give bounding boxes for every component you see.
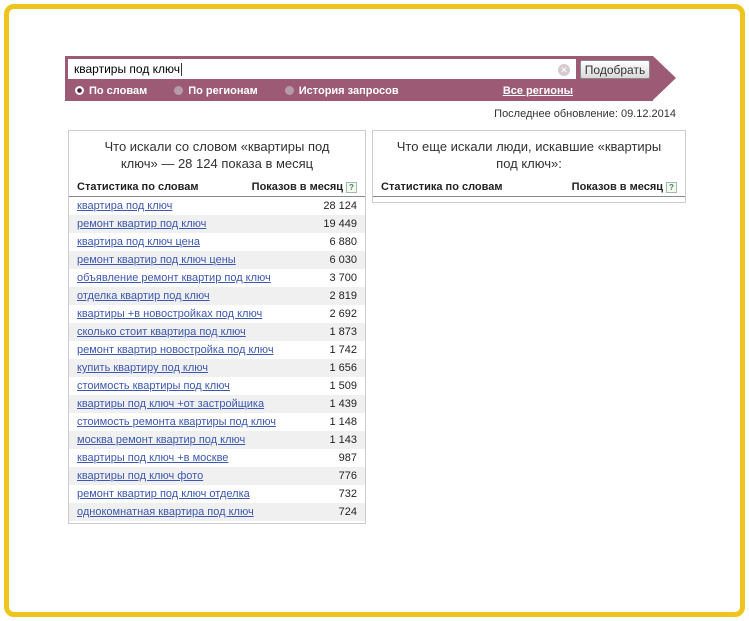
keyword-count: 1 656 (329, 362, 357, 374)
panel-title: Что еще искали люди, искавшие «квартиры под ключ»: (396, 139, 662, 171)
keyword-link[interactable]: квартиры под ключ +от застройщика (77, 398, 265, 410)
tab-by-words[interactable] (75, 85, 147, 97)
keyword-count: 732 (338, 488, 357, 500)
text-caret (181, 63, 182, 76)
keyword-link[interactable]: ремонт квартир под ключ отделка (77, 488, 250, 500)
keyword-link[interactable]: ремонт квартир под ключ цены (77, 254, 236, 266)
keyword-link[interactable]: ремонт квартир под ключ (77, 218, 207, 230)
tab-query-history[interactable] (285, 85, 399, 97)
keyword-count: 1 148 (329, 416, 357, 428)
keyword-link[interactable]: квартиры под ключ фото (77, 470, 204, 482)
keyword-link[interactable]: сколько стоит квартира под ключ (77, 326, 246, 338)
keyword-row (69, 359, 365, 377)
keyword-row (69, 323, 365, 341)
radio-icon[interactable] (174, 86, 183, 95)
arrow-tip-decoration (653, 56, 676, 100)
keyword-count: 776 (338, 470, 357, 482)
keyword-row (69, 467, 365, 485)
keyword-count: 1 873 (329, 326, 357, 338)
table-header (373, 177, 685, 197)
keyword-count: 987 (338, 452, 357, 464)
search-input-value: квартиры под ключ (74, 62, 181, 76)
keyword-row (69, 503, 365, 521)
table-header (69, 177, 365, 197)
keyword-row (69, 413, 365, 431)
keyword-row (69, 431, 365, 449)
keyword-count: 6 880 (329, 236, 357, 248)
keyword-row (69, 197, 365, 215)
keyword-row (69, 395, 365, 413)
keyword-stats-panel (68, 130, 366, 524)
keyword-count: 3 700 (329, 272, 357, 284)
keyword-rows (69, 197, 365, 521)
keyword-link[interactable]: квартира под ключ цена (77, 236, 200, 248)
keyword-link[interactable]: объявление ремонт квартир под ключ (77, 272, 271, 284)
tab-label: По словам (89, 84, 148, 97)
search-input[interactable] (68, 59, 576, 79)
related-searches-panel (372, 130, 686, 203)
keyword-row (69, 341, 365, 359)
column-count-header: Показов в месяц (571, 181, 663, 193)
keyword-row (69, 287, 365, 305)
keyword-row (69, 233, 365, 251)
column-phrase-header: Статистика по словам (381, 181, 503, 193)
keyword-row (69, 251, 365, 269)
keyword-count: 1 439 (329, 398, 357, 410)
keyword-link[interactable]: стоимость квартиры под ключ (77, 380, 230, 392)
clear-icon[interactable]: ✕ (558, 64, 570, 76)
keyword-link[interactable]: стоимость ремонта квартиры под ключ (77, 416, 276, 428)
keyword-row (69, 215, 365, 233)
keyword-count: 2 692 (329, 308, 357, 320)
keyword-count: 724 (338, 506, 357, 518)
keyword-count: 2 819 (329, 290, 357, 302)
keyword-link[interactable]: квартира под ключ (77, 200, 173, 212)
keyword-link[interactable]: москва ремонт квартир под ключ (77, 434, 246, 446)
keyword-row (69, 449, 365, 467)
keyword-link[interactable]: отделка квартир под ключ (77, 290, 210, 302)
last-update-status: Последнее обновление: 09.12.2014 (494, 108, 676, 120)
keyword-count: 19 449 (323, 218, 357, 230)
keyword-row (69, 269, 365, 287)
tabs-row (65, 81, 653, 100)
keyword-row (69, 485, 365, 503)
keyword-count: 1 143 (329, 434, 357, 446)
submit-button[interactable]: Подобрать (580, 60, 650, 79)
keyword-count: 6 030 (329, 254, 357, 266)
help-icon[interactable]: ? (666, 182, 677, 193)
column-phrase-header: Статистика по словам (77, 181, 199, 193)
search-widget (65, 56, 653, 101)
radio-selected-icon[interactable] (75, 86, 84, 95)
keyword-count: 28 124 (323, 200, 357, 212)
column-count-header: Показов в месяц (251, 181, 343, 193)
help-icon[interactable]: ? (346, 182, 357, 193)
tab-label: По регионам (188, 84, 258, 97)
tab-label: История запросов (298, 84, 399, 97)
tab-by-regions[interactable] (174, 85, 257, 97)
panel-title: Что искали со словом «квартиры под ключ» — 28 124 показа в месяц (104, 139, 330, 171)
keyword-row (69, 305, 365, 323)
keyword-link[interactable]: ремонт квартир новостройка под ключ (77, 344, 274, 356)
keyword-link[interactable]: квартиры под ключ +в москве (77, 452, 229, 464)
keyword-link[interactable]: однокомнатная квартира под ключ (77, 506, 254, 518)
keyword-count: 1 509 (329, 380, 357, 392)
radio-icon[interactable] (285, 86, 294, 95)
keyword-row (69, 377, 365, 395)
keyword-link[interactable]: купить квартиру под ключ (77, 362, 209, 374)
keyword-link[interactable]: квартиры +в новостройках под ключ (77, 308, 263, 320)
keyword-count: 1 742 (329, 344, 357, 356)
all-regions-link[interactable]: Все регионы (502, 84, 573, 97)
